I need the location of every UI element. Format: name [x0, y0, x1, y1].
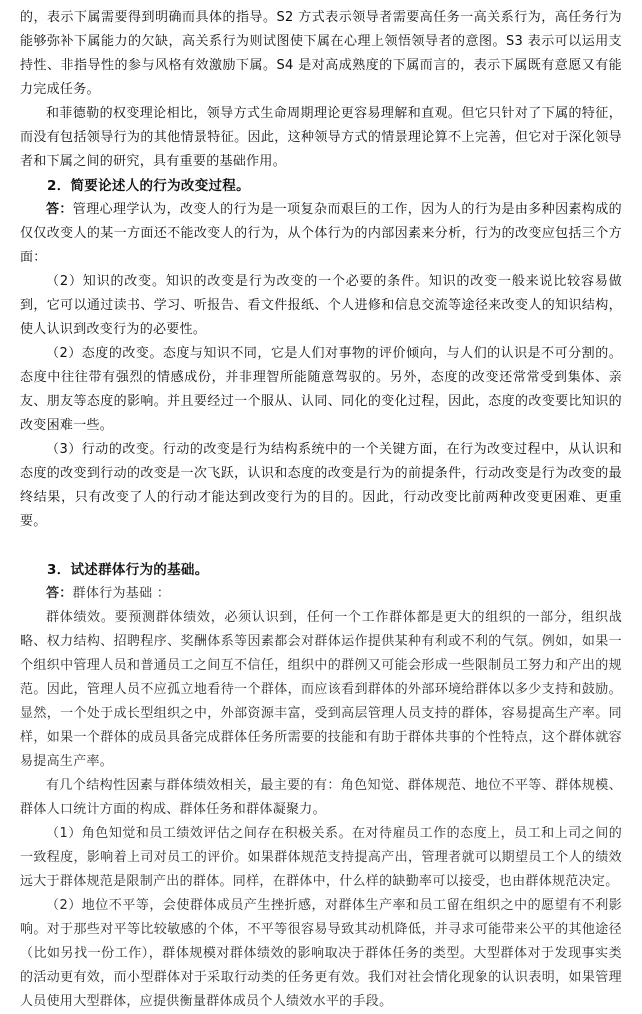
paragraph-s-styles: 的，表示下属需要得到明确而具体的指导。S2 方式表示领导者需要高任务一高关系行为，高任务行为能够弥补下属能力的欠缺，高关系行为则试图使下属在心理上领悟领导者的意图。S3 表示可以运用支持性、非指导性的参与风格有效激励下属。S4 是对高成熟度的下属而言的，表示下属既有意愿又有能力完成任务。 — [20, 10, 622, 97]
answer-label: 答： — [46, 586, 73, 601]
answer-intro-text: 管理心理学认为，改变人的行为是一项复杂而艰巨的工作，因为人的行为是由多种因素构成的仅仅改变人的某一方面还不能改变人的行为，从个体行为的内部因素来分析，行为的改变应包括三个方面： — [20, 202, 622, 265]
question-2-item-knowledge: （2）知识的改变。知识的改变是行为改变的一个必要的条件。知识的改变一般来说比较容易做到，它可以通过读书、学习、听报告、看文件报纸、个人进修和信息交流等途径来改变人的知识结构，使人认识到改变行为的必要性。 — [20, 274, 622, 337]
paragraph-comparison: 和菲德勒的权变理论相比，领导方式生命周期理论更容易理解和直观。但它只针对了下属的特征，而没有包括领导行为的其他情景特征。因此，这种领导方式的情景理论算不上完善，但它对于深化领导者和下属之间的研究，具有重要的基础作用。 — [20, 106, 622, 169]
question-2-item-action: （3）行动的改变。行动的改变是行为结构系统中的一个关键方面，在行为改变过程中，从认识和态度的改变到行动的改变是一次飞跃，认识和态度的改变是行为的前提条件，行动改变是行为改变的最终结果，只有改变了人的行动才能达到改变行为的目的。因此，行动改变比前两种改变更困难、更重要。 — [20, 442, 622, 529]
question-3-status-inequality: （2）地位不平等，会使群体成员产生挫折感，对群体生产率和员工留在组织之中的愿望有不利影响。对于那些对平等比较敏感的个体，不平等很容易导致其动机降低，并寻求可能带来公平的其他途径（比如另找一份工作），群体规模对群体绩效的影响取决于群体任务的类型。大型群体对于发现事实类的活动更有效，而小型群体对于采取行动类的任务更有效。我们对社会情化现象的认识表明，如果管理人员使用大型群体，应提供衡量群体成员个人绩效水平的手段。 — [20, 898, 622, 1009]
question-3-role-perception: （1）角色知觉和员工绩效评估之间存在积极关系。在对待雇员工作的态度上，员工和上司之间的一致程度，影响着上司对员工的评价。如果群体规范支持提高产出，管理者就可以期望员工个人的绩效远大于群体规范是限制产出的群体。同样，在群体中，什么样的缺勤率可以接受，也由群体规范决定。 — [20, 826, 622, 889]
answer-lead-text: 群体行为基础 ： — [72, 586, 171, 601]
question-2-title: 2．简要论述人的行为改变过程。 — [47, 178, 250, 194]
question-3-group-performance: 群体绩效。要预测群体绩效，必须认识到，任何一个工作群体都是更大的组织的一部分，组织战略、权力结构、招聘程序、奖酬体系等因素都会对群体运作提供某种有利或不利的气氛。例如，如果一个组织中管理人员和普通员工之间互不信任，组织中的群例又可能会形成一些限制员工努力和产出的规范。因此，管理人员不应孤立地看待一个群体，而应该看到群体的外部环境给群体以多少支持和鼓励。显然，一个处于成长型组织之中，外部资源丰富，受到高层管理人员支持的群体，容易提高生产率。同样，如果一个群体的成员具备完成群体任务所需要的技能和有助于群体共事的个性特点，这个群体就容易提高生产率。 — [20, 610, 622, 769]
answer-label: 答： — [46, 202, 73, 217]
question-3-lead — [20, 582, 622, 606]
question-2-intro — [20, 198, 622, 270]
question-2-item-attitude: （2）态度的改变。态度与知识不同，它是人们对事物的评价倾向，与人们的认识是不可分割的。态度中往往带有强烈的情感成份，并非理智所能随意驾驭的。另外，态度的改变还常常受到集体、亲友、朋友等态度的影响。并且要经过一个服从、认同、同化的变化过程，因此，态度的改变要比知识的改变困难一些。 — [20, 346, 622, 433]
question-3-title: 3．试述群体行为的基础。 — [47, 562, 209, 578]
section-gap — [20, 534, 622, 558]
question-3-structural-factors: 有几个结构性因素与群体绩效相关，最主要的有：角色知觉、群体规范、地位不平等、群体规模、群体人口统计方面的构成、群体任务和群体凝聚力。 — [20, 778, 622, 817]
